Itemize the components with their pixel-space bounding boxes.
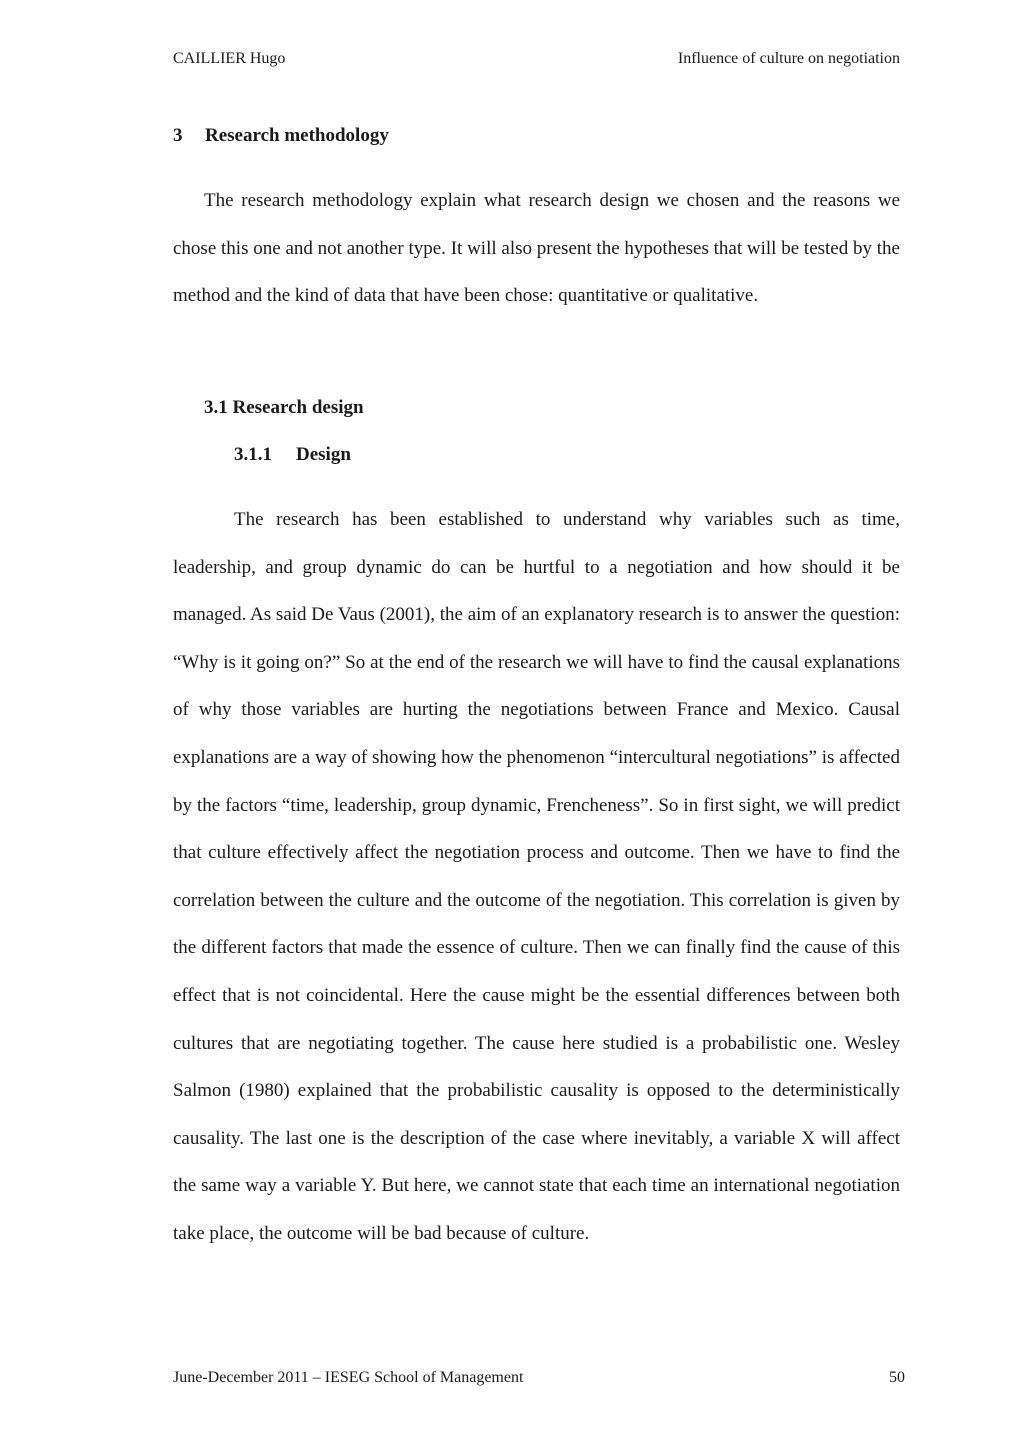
subsection-heading: 3.1 Research design <box>204 397 364 418</box>
subsubsection-title: Design <box>296 444 351 465</box>
design-body-paragraph: The research has been established to understand why variables such as time, leadership, and group dynamic do can be hurtful to a negotiation and how should it be managed. As said De Vaus (2001), the aim of an explanatory research is to answer the question: “Why is it going on?” So at the end of the research we will have to find the causal explanations of why those variables are hurting the negotiations between France and Mexico. Causal explanations are a way of showing how the phenomenon “intercultural negotiations” is affected by the factors “time, leadership, group dynamic, Frencheness”. So in first sight, we will predict that culture effectively affect the negotiation process and outcome. Then we have to find the correlation between the culture and the outcome of the negotiation. This correlation is given by the different factors that made the essence of culture. Then we can finally find the cause of this effect that is not coincidental. Here the cause might be the essential differences between both cultures that are negotiating together. The cause here studied is a probabilistic one. Wesley Salmon (1980) explained that the probabilistic causality is opposed to the deterministically causality. The last one is the description of the case where inevitably, a variable X will affect the same way a variable Y. But here, we cannot state that each time an international negotiation take place, the outcome will be bad because of culture. <box>173 509 900 1244</box>
section-title: Research methodology <box>205 125 389 146</box>
subsubsection-number: 3.1.1 <box>234 444 272 465</box>
header-author: CAILLIER Hugo <box>173 50 286 67</box>
section-heading <box>173 124 389 148</box>
section-intro-paragraph: The research methodology explain what research design we chosen and the reasons we chose this one and not another type. It will also present the hypotheses that will be tested by the method and the kind of data that have been chose: quantitative or qualitative. <box>173 190 900 307</box>
section-number: 3 <box>173 125 183 146</box>
footer-text: June-December 2011 – IESEG School of Management <box>173 1369 524 1386</box>
header-title: Influence of culture on negotiation <box>677 50 900 67</box>
subsubsection-heading <box>234 443 351 467</box>
page-number: 50 <box>889 1369 905 1386</box>
